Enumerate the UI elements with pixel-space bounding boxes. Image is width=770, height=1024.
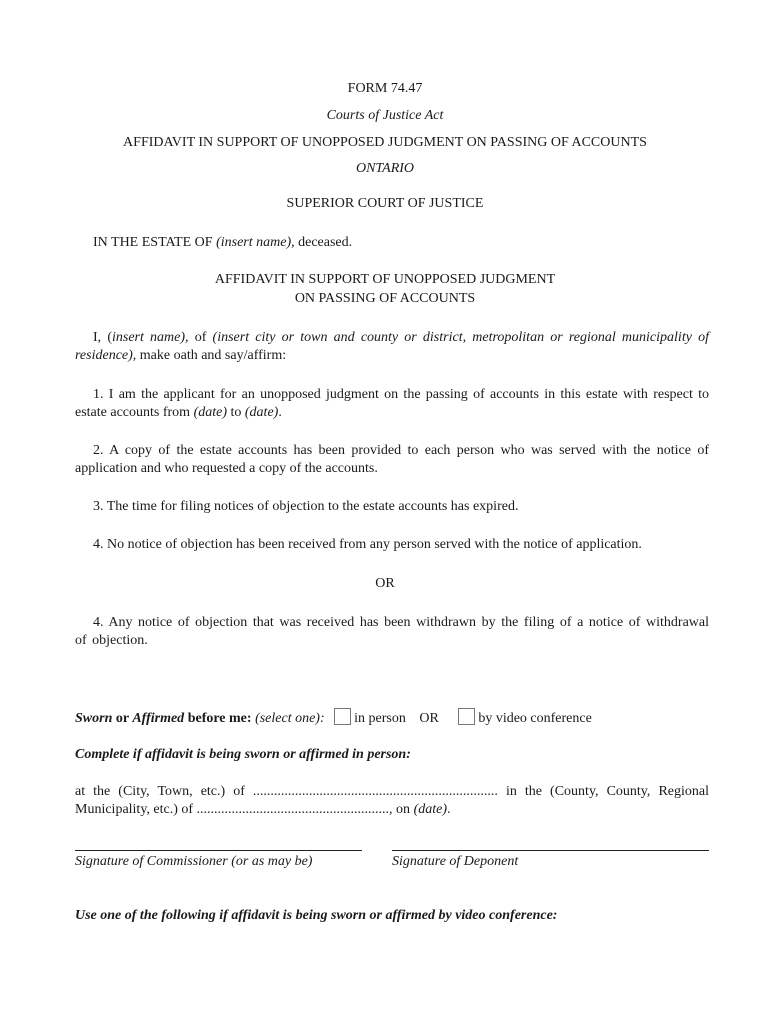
deponent-signature-line	[392, 850, 709, 851]
in-person-date-placeholder: (date)	[413, 802, 447, 817]
paragraph-2: 2. A copy of the estate accounts has been provided to each person who was served with the notice of application and who requested a copy of the accounts.	[75, 443, 709, 476]
paragraph-1-text: 1. I am the applicant for an unopposed judgment on the passing of accounts in this estate with respect to estate accounts from	[75, 387, 709, 420]
estate-name-placeholder: (insert name),	[216, 235, 295, 250]
sworn-word: Sworn	[75, 711, 113, 726]
paragraph-1-to: to	[227, 405, 245, 420]
province: ONTARIO	[355, 161, 415, 176]
date-from-placeholder: (date)	[193, 405, 227, 420]
commissioner-signature-line	[75, 850, 362, 851]
video-conference-checkbox[interactable]	[458, 708, 475, 725]
court-name: SUPERIOR COURT OF JUSTICE	[286, 196, 484, 211]
sworn-or: or	[112, 711, 133, 726]
sworn-line	[75, 708, 592, 727]
paragraph-4: 4. No notice of objection has been received from any person served with the notice of application.	[93, 537, 642, 552]
or-separator: OR	[375, 576, 395, 591]
intro-paragraph	[75, 329, 709, 365]
intro-name-placeholder: insert name),	[112, 330, 189, 345]
act-name: Courts of Justice Act	[326, 108, 444, 123]
in-person-location-text	[75, 783, 709, 819]
affirmed-word: Affirmed	[132, 711, 185, 726]
select-one-hint: (select one):	[251, 711, 325, 726]
intro-text-1: I, (	[93, 330, 112, 345]
paragraph-4-alternative: 4. Any notice of objection that was received has been withdrawn by the filing of a notice of withdrawal of objection.	[75, 615, 709, 648]
intro-text-2: of	[188, 330, 213, 345]
intro-text-3: , make oath and say/affirm:	[132, 348, 287, 363]
video-conference-heading: Use one of the following if affidavit is being sworn or affirmed by video conference:	[75, 908, 558, 923]
form-number: FORM 74.47	[347, 81, 423, 96]
paragraph-1	[75, 386, 709, 422]
in-person-heading: Complete if affidavit is being sworn or affirmed in person:	[75, 747, 411, 762]
option-or-label: OR	[419, 711, 439, 726]
commissioner-signature-label: Signature of Commissioner (or as may be)	[75, 854, 313, 869]
in-person-checkbox[interactable]	[334, 708, 351, 725]
doc-title-line-2: ON PASSING OF ACCOUNTS	[294, 291, 476, 306]
form-title: AFFIDAVIT IN SUPPORT OF UNOPPOSED JUDGMENT ON PASSING OF ACCOUNTS	[123, 135, 647, 150]
before-me: before me:	[184, 711, 252, 726]
paragraph-1-end: .	[278, 405, 282, 420]
intro-residence-placeholder: (insert city or town and county or district, metropolitan or regional municipality of residence)	[75, 330, 709, 363]
video-conference-label: by video conference	[478, 711, 592, 726]
doc-title-line-1: AFFIDAVIT IN SUPPORT OF UNOPPOSED JUDGMENT	[214, 272, 556, 287]
deponent-signature-label: Signature of Deponent	[392, 854, 519, 869]
paragraph-3: 3. The time for filing notices of objection to the estate accounts has expired.	[93, 499, 519, 514]
estate-suffix: deceased.	[294, 235, 353, 250]
date-to-placeholder: (date)	[244, 405, 279, 420]
estate-prefix: IN THE ESTATE OF	[93, 235, 217, 250]
estate-line	[93, 235, 352, 251]
location-text-end: .	[447, 802, 451, 817]
in-person-label: in person	[354, 711, 406, 726]
location-text: at the (City, Town, etc.) of ...................................................................... in the (County, County, Regional Municipality, etc.) of ......................................................., on	[75, 784, 709, 817]
